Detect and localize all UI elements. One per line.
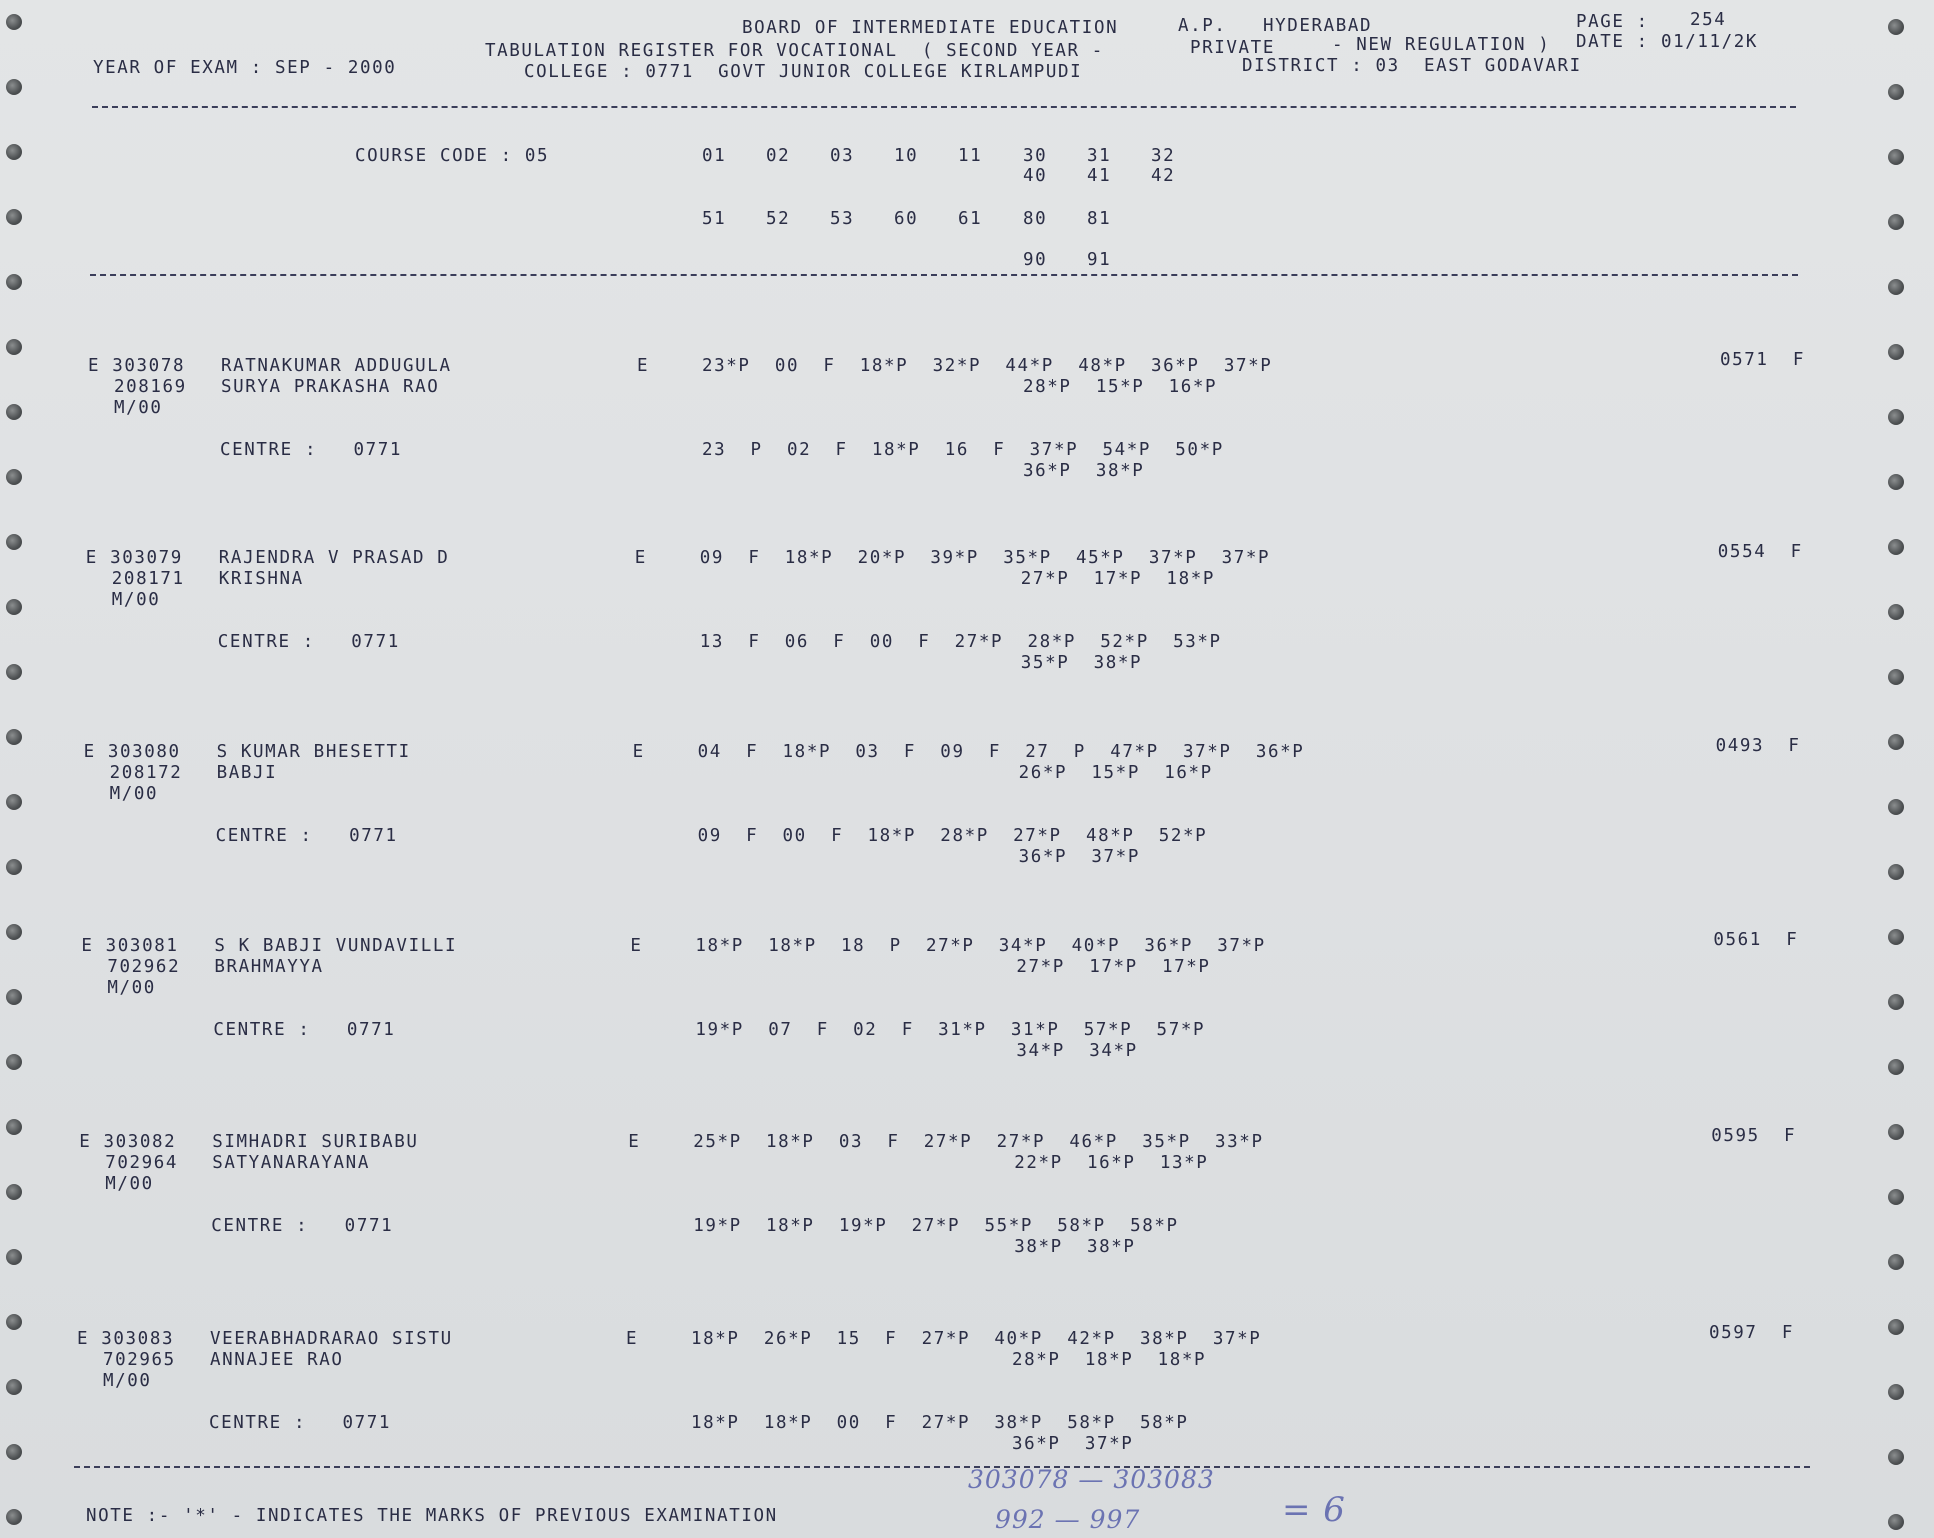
course-subject-code: 90 [1023, 250, 1048, 270]
sprocket-hole [6, 924, 22, 940]
marks-previous-attempt-cont: 34*P 34*P [1016, 1041, 1138, 1061]
district-line: DISTRICT : 03 EAST GODAVARI [1242, 56, 1582, 76]
student-category: M/00 [107, 978, 156, 998]
course-subject-code: 60 [894, 209, 919, 229]
marks-first-attempt: 23*P 00 F 18*P 32*P 44*P 48*P 36*P 37*P [702, 356, 1273, 376]
sprocket-hole [1888, 1449, 1904, 1465]
sprocket-hole [1888, 669, 1904, 685]
marks-previous-attempt: 13 F 06 F 00 F 27*P 28*P 52*P 53*P [699, 632, 1222, 652]
student-name: S K BABJI VUNDAVILLI [214, 936, 458, 956]
course-subject-code: 52 [766, 209, 791, 229]
student-reg-number: 702964 [105, 1153, 179, 1173]
student-reg-number: 702965 [103, 1350, 176, 1370]
marks-previous-attempt: 18*P 18*P 00 F 27*P 38*P 58*P 58*P [691, 1413, 1189, 1433]
sprocket-hole [6, 1509, 22, 1525]
page-label: PAGE : [1576, 12, 1649, 32]
course-code-label: COURSE CODE : 05 [355, 146, 550, 166]
student-name: RATNAKUMAR ADDUGULA [221, 356, 452, 376]
marks-first-attempt-cont: 22*P 16*P 13*P [1014, 1153, 1209, 1173]
student-roll-number: E 303083 [77, 1329, 175, 1349]
marks-first-attempt-cont: 28*P 18*P 18*P [1012, 1350, 1207, 1370]
student-father-name: SURYA PRAKASHA RAO [221, 377, 440, 397]
sprocket-hole [1888, 929, 1904, 945]
student-father-name: BRAHMAYYA [214, 957, 324, 977]
student-roll-number: E 303082 [79, 1132, 177, 1152]
year-of-exam: YEAR OF EXAM : SEP - 2000 [93, 58, 397, 78]
course-subject-code: 61 [958, 209, 983, 229]
student-medium: E [630, 936, 643, 956]
course-subject-code: 31 [1087, 146, 1112, 166]
sprocket-hole [1888, 1319, 1904, 1335]
sprocket-hole [6, 1314, 22, 1330]
private-label: PRIVATE [1190, 38, 1275, 58]
exam-centre: CENTRE : 0771 [209, 1413, 392, 1433]
exam-centre: CENTRE : 0771 [220, 440, 403, 460]
sprocket-hole [6, 469, 22, 485]
course-subject-code: 30 [1023, 146, 1048, 166]
student-category: M/00 [111, 590, 161, 610]
date-label: DATE : 01/11/2K [1576, 32, 1759, 52]
course-subject-code: 01 [702, 146, 727, 166]
course-subject-code: 03 [830, 146, 855, 166]
sprocket-hole [6, 599, 22, 615]
student-reg-number: 208172 [109, 763, 183, 783]
student-reg-number: 208169 [114, 377, 187, 397]
footer-divider [74, 1466, 1810, 1468]
sprocket-hole [1888, 149, 1904, 165]
sprocket-hole [1888, 1514, 1904, 1530]
sprocket-hole [1888, 994, 1904, 1010]
college-line: COLLEGE : 0771 GOVT JUNIOR COLLEGE KIRLAMPUDI [524, 62, 1083, 82]
marks-previous-attempt: 19*P 07 F 02 F 31*P 31*P 57*P 57*P [695, 1020, 1206, 1040]
sprocket-hole [6, 989, 22, 1005]
student-total-result: 0595 F [1711, 1126, 1797, 1146]
marks-previous-attempt-cont: 36*P 37*P [1018, 847, 1140, 867]
exam-centre: CENTRE : 0771 [215, 826, 398, 846]
sprocket-hole [6, 1379, 22, 1395]
sprocket-hole [6, 209, 22, 225]
exam-centre: CENTRE : 0771 [213, 1020, 396, 1040]
course-subject-code: 02 [766, 146, 791, 166]
header-divider-bottom [90, 274, 1798, 276]
handwritten-number-range: 992 — 997 [995, 1505, 1141, 1534]
board-place: A.P. HYDERABAD [1178, 16, 1373, 36]
marks-previous-attempt: 09 F 00 F 18*P 28*P 27*P 48*P 52*P [697, 826, 1208, 846]
student-category: M/00 [114, 398, 163, 418]
sprocket-hole [6, 664, 22, 680]
course-subject-code: 81 [1087, 209, 1112, 229]
student-father-name: BABJI [216, 763, 278, 783]
marks-first-attempt: 18*P 18*P 18 P 27*P 34*P 40*P 36*P 37*P [695, 936, 1266, 956]
student-reg-number: 702962 [107, 957, 181, 977]
handwritten-total: = 6 [1282, 1490, 1346, 1530]
sprocket-hole [6, 14, 22, 30]
student-roll-number: E 303078 [88, 356, 186, 376]
board-title: BOARD OF INTERMEDIATE EDUCATION [742, 18, 1119, 38]
marks-previous-attempt-cont: 36*P 38*P [1023, 461, 1145, 481]
sprocket-hole [1888, 539, 1904, 555]
marks-first-attempt: 18*P 26*P 15 F 27*P 40*P 42*P 38*P 37*P [691, 1329, 1262, 1349]
course-subject-code: 41 [1087, 166, 1112, 186]
student-name: RAJENDRA V PRASAD D [218, 548, 450, 568]
marks-previous-attempt-cont: 38*P 38*P [1014, 1237, 1136, 1257]
sprocket-hole [1888, 799, 1904, 815]
sprocket-hole [6, 79, 22, 95]
sprocket-hole [6, 729, 22, 745]
register-title: TABULATION REGISTER FOR VOCATIONAL ( SECOND YEAR - [485, 41, 1104, 61]
sprocket-hole [6, 1119, 22, 1135]
sprocket-hole [6, 1444, 22, 1460]
marks-previous-attempt: 19*P 18*P 19*P 27*P 55*P 58*P 58*P [693, 1216, 1179, 1236]
sprocket-hole [6, 404, 22, 420]
marks-first-attempt-cont: 26*P 15*P 16*P [1018, 763, 1213, 783]
marks-previous-attempt: 23 P 02 F 18*P 16 F 37*P 54*P 50*P [702, 440, 1224, 460]
student-roll-number: E 303081 [81, 936, 179, 956]
marks-first-attempt: 04 F 18*P 03 F 09 F 27 P 47*P 37*P 36*P [697, 742, 1305, 762]
course-subject-code: 80 [1023, 209, 1048, 229]
student-name: SIMHADRI SURIBABU [212, 1132, 419, 1152]
marks-previous-attempt-cont: 36*P 37*P [1012, 1434, 1134, 1454]
sprocket-hole [1888, 279, 1904, 295]
sprocket-hole [6, 274, 22, 290]
marks-first-attempt-cont: 28*P 15*P 16*P [1023, 377, 1218, 397]
student-total-result: 0554 F [1717, 542, 1803, 562]
sprocket-hole [6, 339, 22, 355]
student-medium: E [632, 742, 645, 762]
sprocket-hole [1888, 864, 1904, 880]
student-total-result: 0561 F [1713, 930, 1799, 950]
footnote: NOTE :- '*' - INDICATES THE MARKS OF PREVIOUS EXAMINATION [86, 1506, 778, 1526]
sprocket-hole [6, 1184, 22, 1200]
marks-first-attempt: 25*P 18*P 03 F 27*P 27*P 46*P 35*P 33*P [693, 1132, 1264, 1152]
course-subject-code: 11 [958, 146, 983, 166]
course-subject-code: 10 [894, 146, 919, 166]
sprocket-hole [1888, 84, 1904, 100]
sprocket-hole [1888, 1254, 1904, 1270]
exam-centre: CENTRE : 0771 [211, 1216, 394, 1236]
sprocket-hole [1888, 604, 1904, 620]
marks-previous-attempt-cont: 35*P 38*P [1020, 653, 1143, 673]
student-category: M/00 [109, 784, 159, 804]
sprocket-hole [1888, 344, 1904, 360]
sprocket-hole [1888, 214, 1904, 230]
sprocket-hole [6, 534, 22, 550]
handwritten-roll-range: 303078 — 303083 [968, 1465, 1215, 1494]
student-total-result: 0571 F [1720, 350, 1805, 370]
marks-first-attempt-cont: 27*P 17*P 18*P [1020, 569, 1215, 589]
exam-centre: CENTRE : 0771 [217, 632, 400, 652]
sprocket-hole [6, 144, 22, 160]
page-number: 254 [1690, 10, 1727, 30]
student-name: VEERABHADRARAO SISTU [210, 1329, 453, 1349]
student-category: M/00 [105, 1174, 154, 1194]
regulation-label: - NEW REGULATION ) [1332, 35, 1551, 55]
sprocket-hole [6, 1054, 22, 1070]
course-subject-code: 91 [1087, 250, 1112, 270]
sprocket-hole [6, 794, 22, 810]
sprocket-hole [1888, 734, 1904, 750]
course-subject-code: 32 [1151, 146, 1176, 166]
sprocket-hole [1888, 19, 1904, 35]
student-total-result: 0493 F [1715, 736, 1801, 756]
sprocket-hole [1888, 474, 1904, 490]
student-father-name: ANNAJEE RAO [210, 1350, 344, 1370]
sprocket-hole [1888, 409, 1904, 425]
student-roll-number: E 303079 [85, 548, 183, 568]
student-father-name: SATYANARAYANA [212, 1153, 370, 1173]
student-total-result: 0597 F [1709, 1323, 1794, 1343]
sprocket-hole [1888, 1189, 1904, 1205]
student-reg-number: 208171 [111, 569, 185, 589]
marks-first-attempt-cont: 27*P 17*P 17*P [1016, 957, 1211, 977]
sprocket-hole [6, 859, 22, 875]
course-subject-code: 51 [702, 209, 727, 229]
student-name: S KUMAR BHESETTI [216, 742, 411, 762]
student-category: M/00 [103, 1371, 152, 1391]
student-medium: E [626, 1329, 639, 1349]
student-medium: E [628, 1132, 641, 1152]
course-subject-code: 42 [1151, 166, 1176, 186]
course-subject-code: 53 [830, 209, 855, 229]
sprocket-hole [1888, 1059, 1904, 1075]
sprocket-hole [6, 1249, 22, 1265]
header-divider-top [92, 106, 1796, 108]
course-subject-code: 40 [1023, 166, 1048, 186]
sprocket-hole [1888, 1384, 1904, 1400]
student-roll-number: E 303080 [83, 742, 181, 762]
student-father-name: KRISHNA [218, 569, 304, 589]
marks-first-attempt: 09 F 18*P 20*P 39*P 35*P 45*P 37*P 37*P [699, 548, 1271, 568]
sprocket-hole [1888, 1124, 1904, 1140]
student-medium: E [637, 356, 650, 376]
student-medium: E [634, 548, 647, 568]
